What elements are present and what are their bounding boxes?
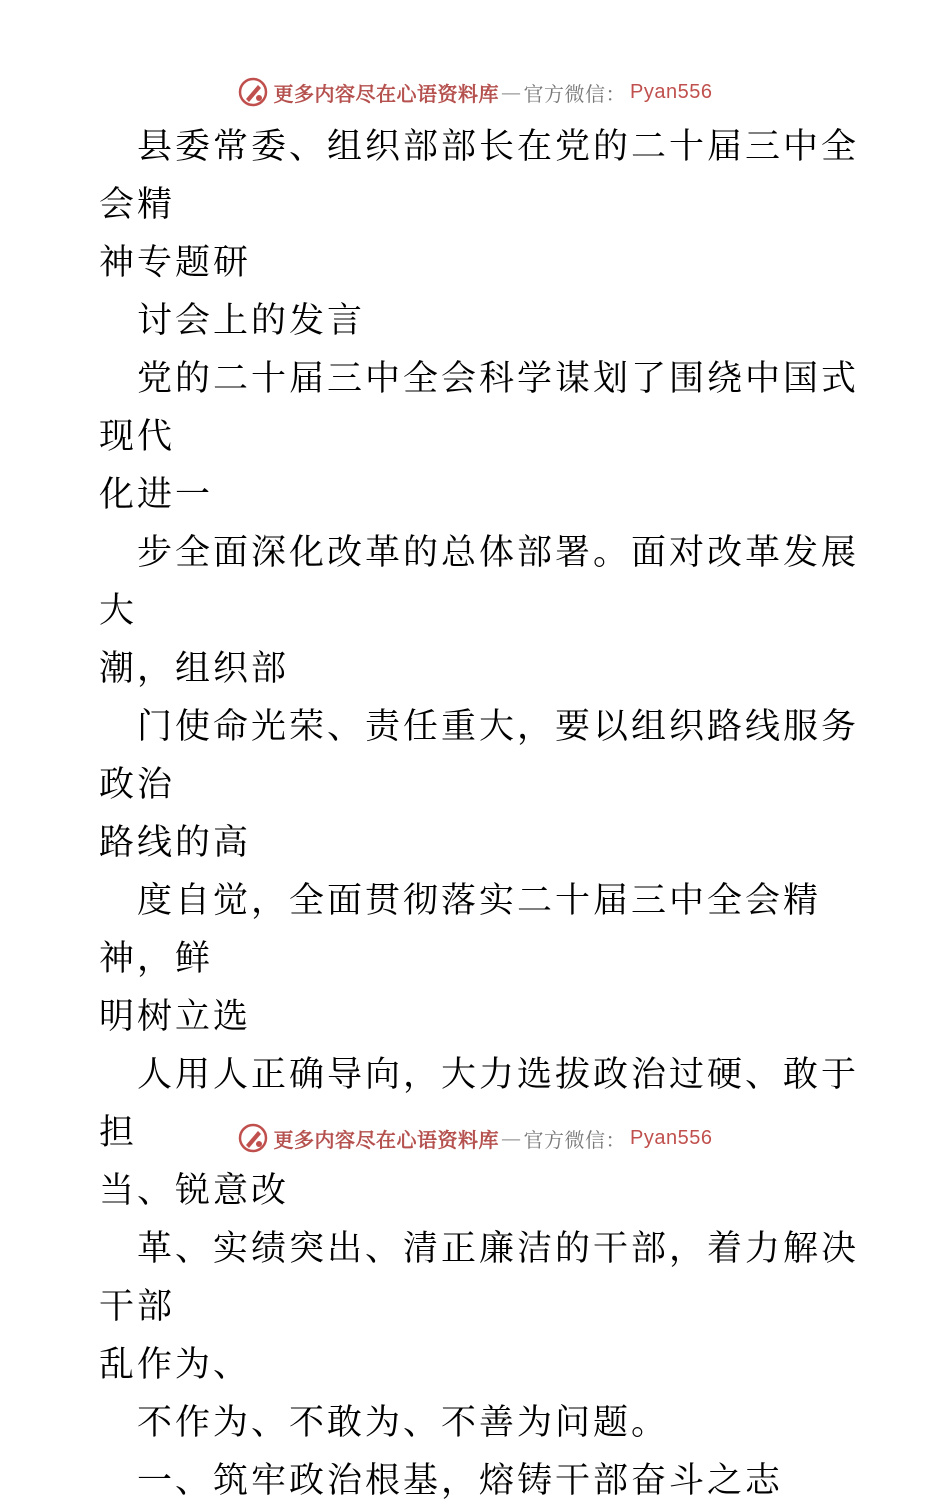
watermark-dash: — bbox=[501, 80, 522, 104]
watermark-dash: — bbox=[501, 1126, 522, 1150]
document-body bbox=[99, 118, 859, 1510]
watermark-id: Pyan556 bbox=[630, 80, 713, 103]
text-line: 不作为、不敢为、不善为问题。 bbox=[99, 1403, 670, 1443]
text-line: 步全面深化改革的总体部署。面对改革发展大 bbox=[99, 533, 860, 631]
text-line: 一、筑牢政治根基，熔铸干部奋斗之志 bbox=[99, 1461, 784, 1501]
text-line: 路线的高 bbox=[99, 823, 252, 863]
watermark-official: 官方微信： bbox=[523, 81, 627, 106]
text-line: 党的二十届三中全会科学谋划了围绕中国式现代 bbox=[99, 359, 860, 457]
watermark-brand: 更多内容尽在心语资料库 bbox=[273, 1127, 500, 1152]
text-line: 潮，组织部 bbox=[99, 649, 290, 689]
pen-seal-icon bbox=[238, 1123, 268, 1153]
header-watermark bbox=[0, 72, 950, 112]
text-line: 神专题研 bbox=[99, 243, 252, 283]
pen-seal-icon bbox=[238, 77, 268, 107]
text-line: 人用人正确导向，大力选拔政治过硬、敢于担 bbox=[99, 1055, 860, 1153]
text-line: 讨会上的发言 bbox=[99, 301, 366, 341]
text-line: 度自觉，全面贯彻落实二十届三中全会精神，鲜 bbox=[99, 881, 822, 979]
watermark-official: 官方微信： bbox=[523, 1127, 627, 1152]
text-line: 门使命光荣、责任重大，要以组织路线服务政治 bbox=[99, 707, 860, 805]
text-line: 县委常委、组织部部长在党的二十届三中全会精 bbox=[99, 127, 860, 225]
watermark-brand: 更多内容尽在心语资料库 bbox=[273, 81, 500, 106]
text-line: 化进一 bbox=[99, 475, 214, 515]
text-line: 当、锐意改 bbox=[99, 1171, 290, 1211]
text-line: 革、实绩突出、清正廉洁的干部，着力解决干部 bbox=[99, 1229, 860, 1327]
footer-watermark bbox=[0, 1118, 950, 1158]
watermark-id: Pyan556 bbox=[630, 1126, 713, 1149]
text-line: 乱作为、 bbox=[99, 1345, 252, 1385]
text-line: 明树立选 bbox=[99, 997, 252, 1037]
